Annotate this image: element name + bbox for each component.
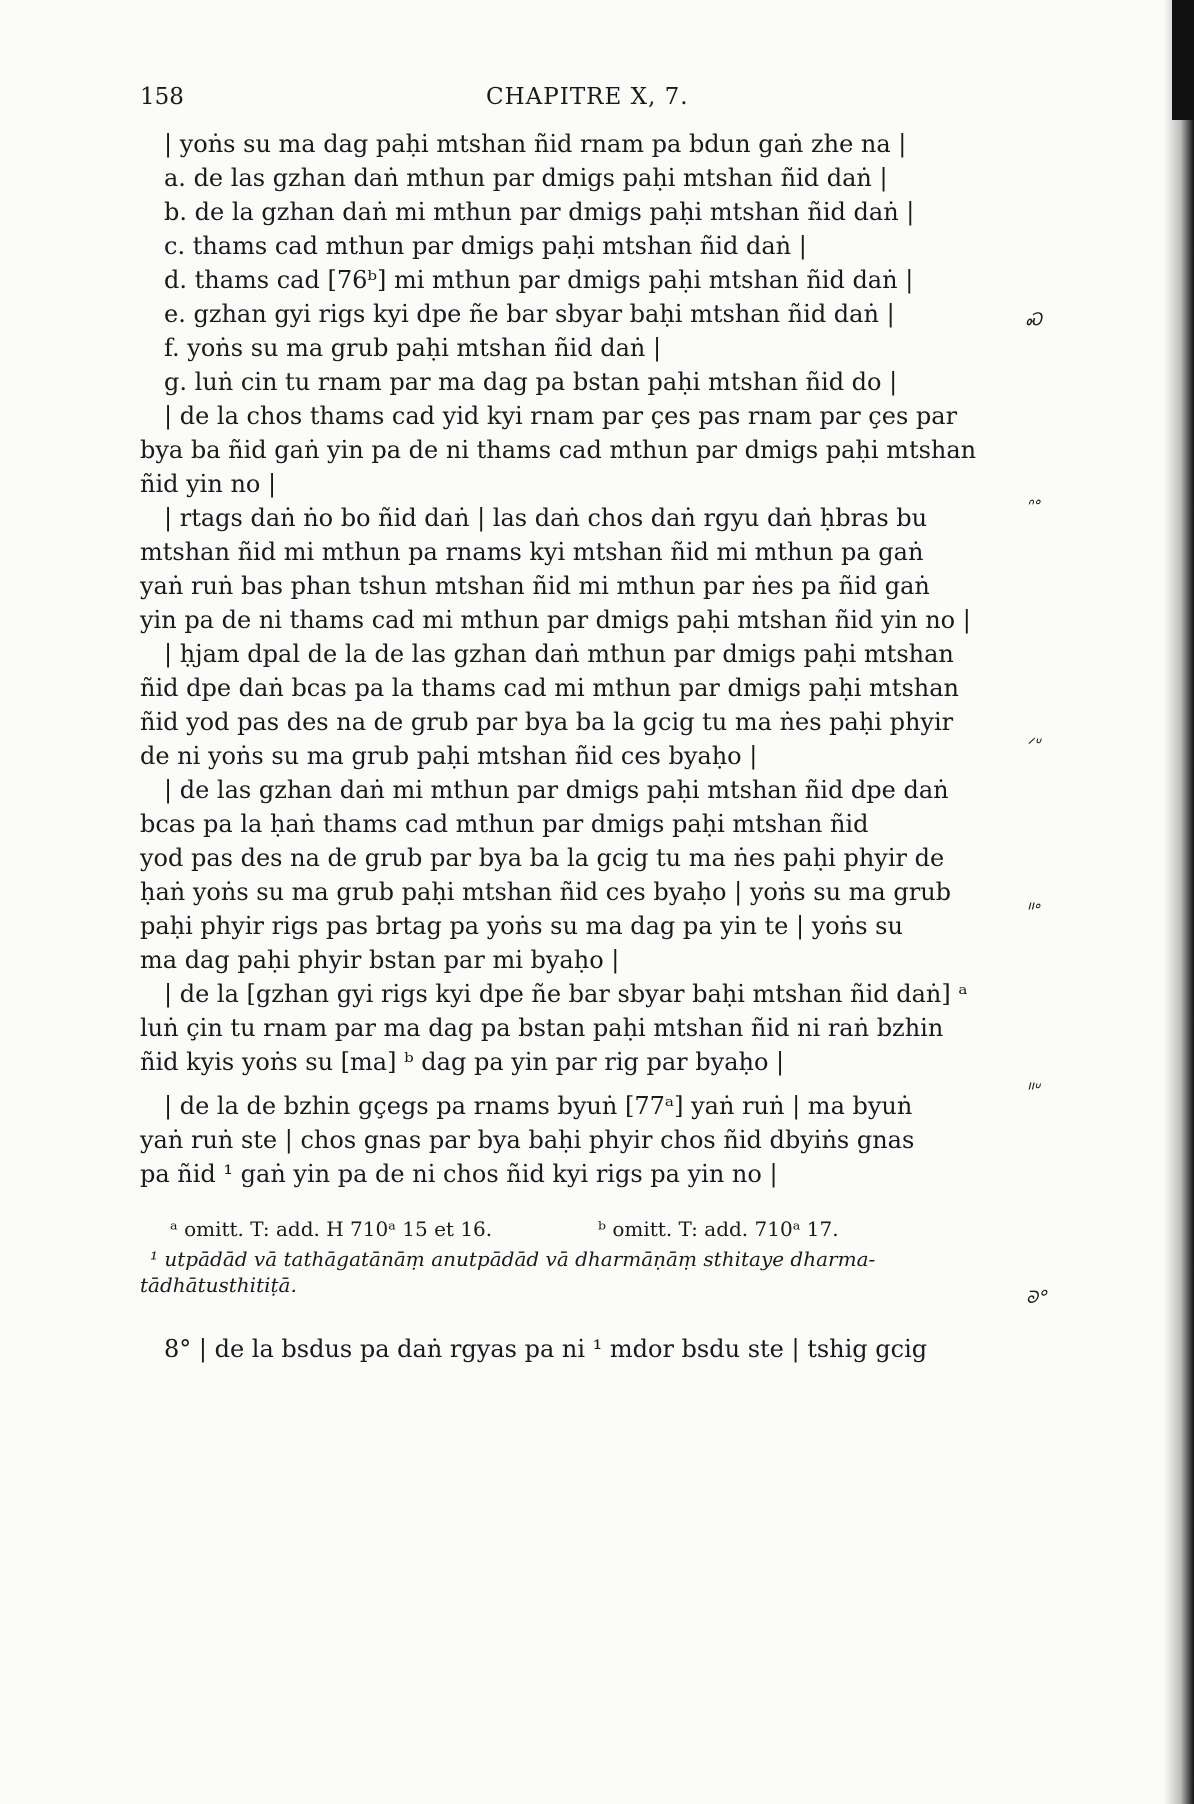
text-line: yod pas des na de grub par bya ba la gcig tu ma ṅes paḥi phyir de [140,844,945,872]
text-line: yin pa de ni thams cad mi mthun par dmigs paḥi mtshan ñid yin no | [140,606,971,634]
text-line: | de la de bzhin gçegs pa rnams byuṅ [77ᵃ] yaṅ ruṅ | ma byuṅ [164,1092,913,1120]
text-line: g. luṅ cin tu rnam par ma dag pa bstan paḥi mtshan ñid do | [164,368,898,396]
text-line: paḥi phyir rigs pas brtag pa yoṅs su ma dag pa yin te | yoṅs su [140,912,903,940]
footnote-1-cont-text: tādhātusthitiṭā. [140,1273,297,1297]
text-line: bya ba ñid gaṅ yin pa de ni thams cad mthun par dmigs paḥi mtshan [140,436,977,464]
footnote-a: ᵃ omitt. T: add. H 710ᵃ 15 et 16. [170,1217,493,1241]
footnote-b: ᵇ omitt. T: add. 710ᵃ 17. [598,1217,839,1241]
text-line: yaṅ ruṅ ste | chos gnas par bya baḥi phyir chos ñid dbyiṅs gnas [140,1126,915,1154]
text-line: ñid kyis yoṅs su [ma] ᵇ dag pa yin par rig par byaḥo | [140,1048,785,1076]
text-line: | de la chos thams cad yid kyi rnam par çes pas rnam par çes par [164,402,958,430]
text-line: d. thams cad [76ᵇ] mi mthun par dmigs paḥi mtshan ñid daṅ | [164,266,914,294]
text-line: ḥaṅ yoṅs su ma grub paḥi mtshan ñid ces byaḥo | yoṅs su ma grub [140,878,952,906]
text-line: de ni yoṅs su ma grub paḥi mtshan ñid ces byaḥo | [140,742,758,770]
margin-note: ᐢᐤ [1026,496,1040,516]
footnote-1-text: ¹ utpādād vā tathāgatānāṃ anutpādād vā dharmāṇāṃ sthitaye dharma- [150,1247,876,1271]
text-line: e. gzhan gyi rigs kyi dpe ñe bar sbyar baḥi mtshan ñid daṅ | [164,300,895,328]
margin-note: ᐟᐡ [1026,735,1040,755]
text-line: yaṅ ruṅ bas phan tshun mtshan ñid mi mthun par ṅes pa ñid gaṅ [140,572,930,600]
margin-note: Ꮝ [1026,310,1042,330]
text-line: mtshan ñid mi mthun pa rnams kyi mtshan ñid mi mthun pa gaṅ [140,538,924,566]
page-number: 158 [140,84,184,110]
margin-note: ᐦᐡ [1026,1080,1040,1100]
text-line: f. yoṅs su ma grub paḥi mtshan ñid daṅ | [164,334,662,362]
margin-note: ᘐᐤ [1026,1288,1046,1308]
text-line: | de la [gzhan gyi rigs kyi dpe ñe bar sbyar baḥi mtshan ñid daṅ] ᵃ [164,980,968,1008]
text-line: ñid yin no | [140,470,277,498]
text-line: ñid yod pas des na de grub par bya ba la gcig tu ma ṅes paḥi phyir [140,708,954,736]
text-line: pa ñid ¹ gaṅ yin pa de ni chos ñid kyi rigs pa yin no | [140,1160,778,1188]
running-head: CHAPITRE X, 7. [486,84,689,110]
text-line: ñid dpe daṅ bcas pa la thams cad mi mthun par dmigs paḥi mtshan [140,674,959,702]
text-line: bcas pa la ḥaṅ thams cad mthun par dmigs paḥi mtshan ñid [140,810,869,838]
text-line: b. de la gzhan daṅ mi mthun par dmigs paḥi mtshan ñid daṅ | [164,198,915,226]
footnote-1-cont [140,1272,297,1298]
text-line: c. thams cad mthun par dmigs paḥi mtshan ñid daṅ | [164,232,807,260]
text-line: | ḥjam dpal de la de las gzhan daṅ mthun par dmigs paḥi mtshan [164,640,954,668]
text-line: a. de las gzhan daṅ mthun par dmigs paḥi mtshan ñid daṅ | [164,164,888,192]
margin-note: ᐦᐤ [1026,900,1040,920]
text-line: | de las gzhan daṅ mi mthun par dmigs paḥi mtshan ñid dpe daṅ [164,776,949,804]
text-line: | rtags daṅ ṅo bo ñid daṅ | las daṅ chos daṅ rgyu daṅ ḥbras bu [164,504,928,532]
page-edge-shadow [1164,0,1194,1804]
page-edge-dark [1172,0,1194,120]
next-section-line: 8° | de la bsdus pa daṅ rgyas pa ni ¹ mdor bsdu ste | tshig gcig [164,1335,928,1363]
text-line: ma dag paḥi phyir bstan par mi byaḥo | [140,946,620,974]
text-line: | yoṅs su ma dag paḥi mtshan ñid rnam pa bdun gaṅ zhe na | [164,130,907,158]
text-line: luṅ çin tu rnam par ma dag pa bstan paḥi mtshan ñid ni raṅ bzhin [140,1014,944,1042]
footnote-1 [150,1246,875,1272]
